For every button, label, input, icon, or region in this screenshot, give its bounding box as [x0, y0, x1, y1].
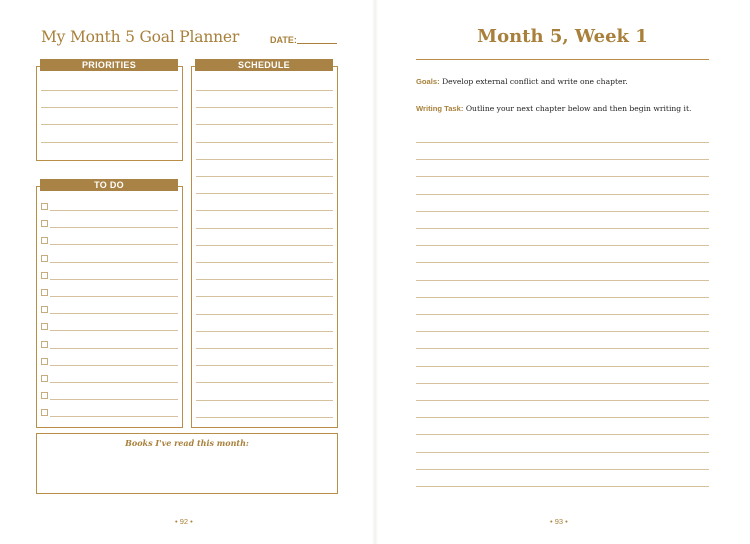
schedule-line: [196, 417, 333, 418]
todo-checkbox[interactable]: [41, 409, 48, 416]
todo-line[interactable]: [50, 365, 178, 366]
writing-line: [416, 194, 709, 195]
writing-line: [416, 383, 709, 384]
schedule-line: [196, 348, 333, 349]
goals-text: Develop external conflict and write one chapter.: [442, 77, 628, 86]
schedule-line: [196, 245, 333, 246]
writing-task-line: [416, 104, 691, 113]
writing-line: [416, 245, 709, 246]
todo-line[interactable]: [50, 382, 178, 383]
todo-checkbox[interactable]: [41, 220, 48, 227]
planner-title: My Month 5 Goal Planner: [41, 28, 240, 46]
writing-task-text: Outline your next chapter below and then begin writing it.: [465, 104, 692, 113]
books-label: Books I've read this month:: [125, 438, 249, 448]
schedule-line: [196, 159, 333, 160]
schedule-line: [196, 124, 333, 125]
writing-line: [416, 366, 709, 367]
writing-line: [416, 262, 709, 263]
writing-line: [416, 417, 709, 418]
todo-box: [36, 186, 183, 428]
schedule-box: [191, 66, 338, 428]
todo-line[interactable]: [50, 399, 178, 400]
writing-line: [416, 434, 709, 435]
todo-checkbox[interactable]: [41, 255, 48, 262]
writing-line: [416, 228, 709, 229]
date-label: DATE:: [270, 35, 297, 45]
writing-line: [416, 159, 709, 160]
date-line[interactable]: [297, 43, 337, 44]
schedule-line: [196, 228, 333, 229]
todo-line[interactable]: [50, 210, 178, 211]
schedule-line: [196, 262, 333, 263]
todo-checkbox[interactable]: [41, 341, 48, 348]
priorities-box: [36, 66, 183, 161]
todo-line[interactable]: [50, 296, 178, 297]
todo-header: TO DO: [40, 179, 178, 191]
schedule-line: [196, 314, 333, 315]
todo-checkbox[interactable]: [41, 203, 48, 210]
writing-line: [416, 142, 709, 143]
goals-label: Goals:: [416, 77, 440, 86]
writing-line: [416, 280, 709, 281]
page-number-left: • 92 •: [175, 517, 193, 526]
todo-line[interactable]: [50, 227, 178, 228]
week-title: Month 5, Week 1: [477, 26, 648, 47]
writing-line: [416, 486, 709, 487]
title-rule: [416, 59, 709, 60]
todo-line[interactable]: [50, 244, 178, 245]
todo-line[interactable]: [50, 279, 178, 280]
priorities-header: PRIORITIES: [40, 59, 178, 71]
schedule-line: [196, 210, 333, 211]
writing-line: [416, 400, 709, 401]
page-number-right: • 93 •: [550, 517, 568, 526]
priority-line: [41, 107, 178, 108]
todo-line[interactable]: [50, 348, 178, 349]
todo-checkbox[interactable]: [41, 237, 48, 244]
writing-line: [416, 348, 709, 349]
priority-line: [41, 90, 178, 91]
todo-line[interactable]: [50, 416, 178, 417]
todo-line[interactable]: [50, 330, 178, 331]
writing-line: [416, 297, 709, 298]
writing-line: [416, 176, 709, 177]
schedule-line: [196, 296, 333, 297]
todo-line[interactable]: [50, 262, 178, 263]
todo-checkbox[interactable]: [41, 289, 48, 296]
writing-line: [416, 331, 709, 332]
todo-checkbox[interactable]: [41, 323, 48, 330]
schedule-line: [196, 193, 333, 194]
writing-task-label: Writing Task:: [416, 104, 464, 113]
writing-line: [416, 452, 709, 453]
schedule-line: [196, 382, 333, 383]
priority-line: [41, 142, 178, 143]
todo-checkbox[interactable]: [41, 306, 48, 313]
writing-line: [416, 469, 709, 470]
schedule-line: [196, 279, 333, 280]
schedule-line: [196, 142, 333, 143]
schedule-line: [196, 107, 333, 108]
schedule-line: [196, 365, 333, 366]
schedule-line: [196, 90, 333, 91]
todo-checkbox[interactable]: [41, 272, 48, 279]
todo-checkbox[interactable]: [41, 358, 48, 365]
priority-line: [41, 124, 178, 125]
todo-line[interactable]: [50, 313, 178, 314]
todo-checkbox[interactable]: [41, 375, 48, 382]
schedule-line: [196, 400, 333, 401]
writing-line: [416, 211, 709, 212]
goals-line: [416, 77, 628, 86]
schedule-line: [196, 176, 333, 177]
todo-checkbox[interactable]: [41, 392, 48, 399]
writing-line: [416, 314, 709, 315]
schedule-line: [196, 331, 333, 332]
schedule-header: SCHEDULE: [195, 59, 333, 71]
